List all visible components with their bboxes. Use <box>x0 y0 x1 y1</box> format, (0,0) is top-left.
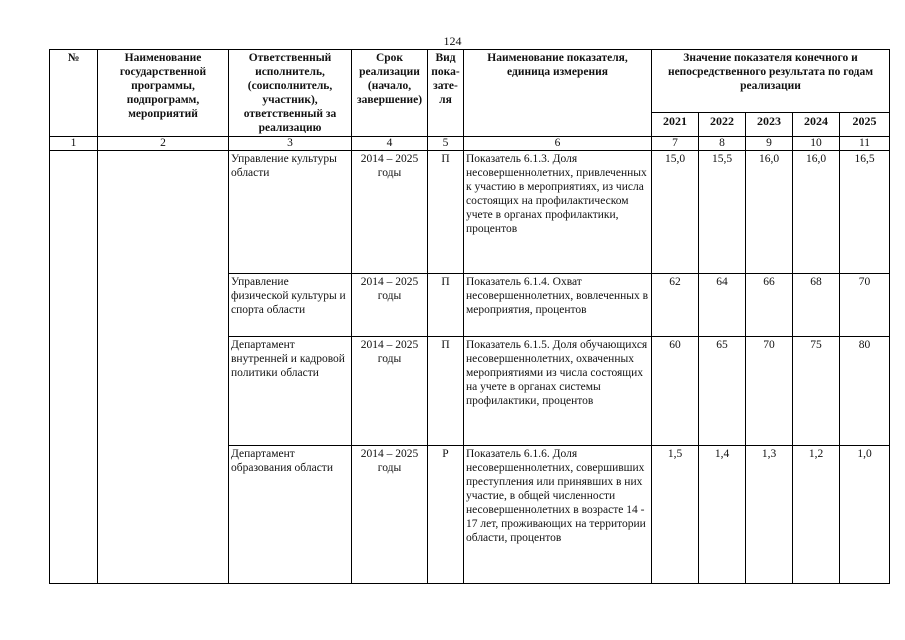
indicator-type-cell: П <box>428 151 464 274</box>
indicator-cell: Показатель 6.1.5. Доля обучающихся несовершеннолетних, охваченных мероприятиями из числа состоящих на учете в органах системы профилактики, процентов <box>464 337 652 446</box>
column-number: 8 <box>699 137 746 151</box>
value-cell-2023: 16,0 <box>746 151 793 274</box>
header-year: 2025 <box>840 113 890 137</box>
header-num: № <box>50 50 98 137</box>
indicator-type-cell: П <box>428 337 464 446</box>
executor-cell: Департамент образования области <box>229 446 352 584</box>
executor-cell: Управление культуры области <box>229 151 352 274</box>
term-cell: 2014 – 2025 годы <box>352 446 428 584</box>
value-cell-2021: 15,0 <box>652 151 699 274</box>
value-cell-2025: 16,5 <box>840 151 890 274</box>
indicator-type-cell: Р <box>428 446 464 584</box>
value-cell-2024: 68 <box>793 273 840 336</box>
header-values-group: Значение показателя конечного и непосредственного результата по годам реализации <box>652 50 890 113</box>
value-cell-2024: 1,2 <box>793 446 840 584</box>
value-cell-2021: 1,5 <box>652 446 699 584</box>
column-number: 11 <box>840 137 890 151</box>
term-cell: 2014 – 2025 годы <box>352 151 428 274</box>
table-row <box>50 151 890 274</box>
value-cell-2021: 60 <box>652 337 699 446</box>
header-year: 2022 <box>699 113 746 137</box>
header-term: Срок реализации (начало, завершение) <box>352 50 428 137</box>
program-name-cell-empty <box>98 151 229 584</box>
indicator-type-cell: П <box>428 273 464 336</box>
column-number: 3 <box>229 137 352 151</box>
value-cell-2022: 65 <box>699 337 746 446</box>
header-executor: Ответственный исполнитель, (соисполнитель, участник), ответственный за реализацию <box>229 50 352 137</box>
header-row <box>50 50 890 113</box>
value-cell-2023: 70 <box>746 337 793 446</box>
indicator-cell: Показатель 6.1.4. Охват несовершеннолетних, вовлеченных в мероприятия, процентов <box>464 273 652 336</box>
header-year: 2024 <box>793 113 840 137</box>
term-cell: 2014 – 2025 годы <box>352 273 428 336</box>
executor-cell: Управление физической культуры и спорта области <box>229 273 352 336</box>
value-cell-2025: 1,0 <box>840 446 890 584</box>
value-cell-2022: 15,5 <box>699 151 746 274</box>
page-number: 124 <box>443 34 462 48</box>
value-cell-2022: 1,4 <box>699 446 746 584</box>
value-cell-2025: 70 <box>840 273 890 336</box>
header-indicator-name: Наименование показателя, единица измерения <box>464 50 652 137</box>
header-program-name: Наименование государственной программы, подпрограмм, мероприятий <box>98 50 229 137</box>
value-cell-2023: 66 <box>746 273 793 336</box>
column-number: 7 <box>652 137 699 151</box>
value-cell-2024: 75 <box>793 337 840 446</box>
column-number: 4 <box>352 137 428 151</box>
term-cell: 2014 – 2025 годы <box>352 337 428 446</box>
value-cell-2021: 62 <box>652 273 699 336</box>
executor-cell: Департамент внутренней и кадровой политики области <box>229 337 352 446</box>
column-number: 9 <box>746 137 793 151</box>
value-cell-2024: 16,0 <box>793 151 840 274</box>
header-year: 2021 <box>652 113 699 137</box>
header-indicator-type: Вид пока-зате-ля <box>428 50 464 137</box>
value-cell-2025: 80 <box>840 337 890 446</box>
num-cell-empty <box>50 151 98 584</box>
indicators-table <box>49 49 890 584</box>
header-year: 2023 <box>746 113 793 137</box>
indicator-cell: Показатель 6.1.6. Доля несовершеннолетних, совершивших преступления или принявших в них участие, в общей численности несовершеннолетних в возрасте 14 - 17 лет, проживающих на территории области, процентов <box>464 446 652 584</box>
column-numbers-row <box>50 137 890 151</box>
indicator-cell: Показатель 6.1.3. Доля несовершеннолетних, привлеченных к участию в мероприятиях, из числа состоящих на профилактическом учете в органах профилактики, процентов <box>464 151 652 274</box>
column-number: 2 <box>98 137 229 151</box>
column-number: 6 <box>464 137 652 151</box>
value-cell-2023: 1,3 <box>746 446 793 584</box>
column-number: 10 <box>793 137 840 151</box>
column-number: 1 <box>50 137 98 151</box>
column-number: 5 <box>428 137 464 151</box>
value-cell-2022: 64 <box>699 273 746 336</box>
